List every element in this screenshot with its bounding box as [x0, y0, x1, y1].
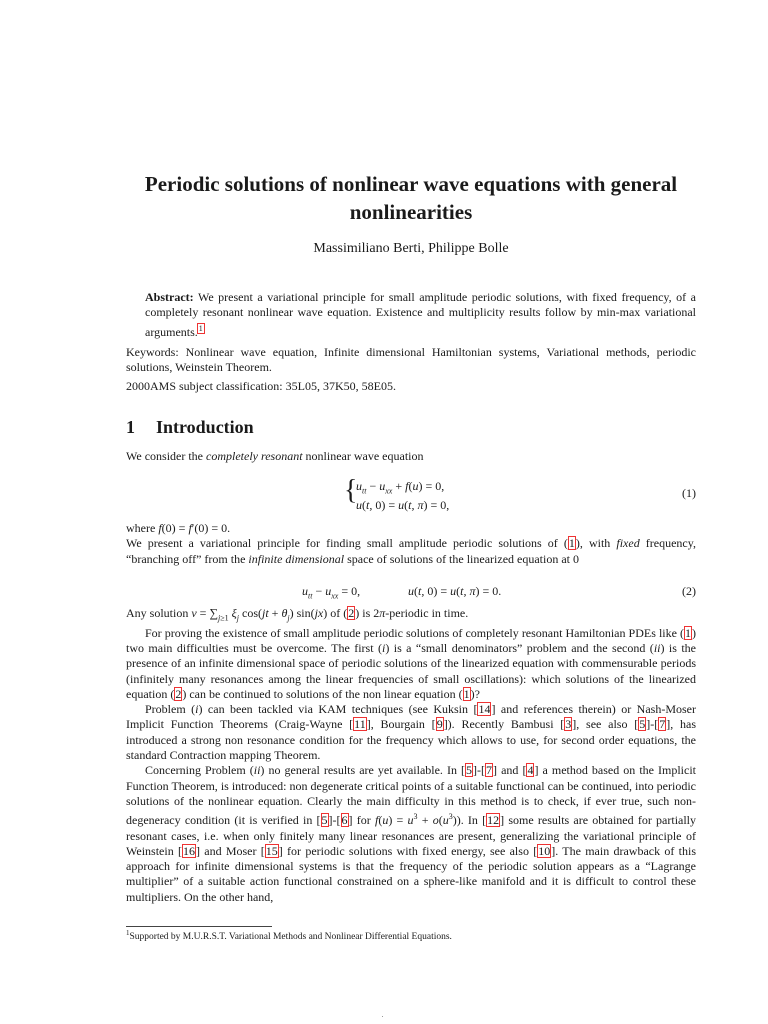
- intro-line: We consider the completely resonant nonlinear wave equation: [126, 449, 424, 463]
- equation-2: $u_{tt} - u_{xx} = 0$, u(t, 0) = u(t, π) = 0. (2): [302, 584, 696, 601]
- equation-1: { $u_{tt} - u_{xx} + f(u) = 0$, u(t, 0) = u(t, π) = 0, (1): [344, 475, 696, 513]
- abstract-label: Abstract:: [145, 290, 194, 304]
- equation-number-1: (1): [682, 486, 696, 500]
- section-number: 1: [126, 417, 135, 437]
- page-mark: [382, 1016, 383, 1017]
- paper-title: Periodic solutions of nonlinear wave equations with general nonlinearities: [144, 172, 678, 224]
- equation-number-2: (2): [682, 584, 696, 598]
- footnote-link[interactable]: 1: [198, 323, 203, 333]
- section-title: Introduction: [156, 417, 254, 437]
- footnote-text: Supported by M.U.R.S.T. Variational Methods and Nonlinear Differential Equations.: [129, 932, 452, 943]
- ams-text: 2000AMS subject classification: 35L05, 37K50, 58E05.: [126, 379, 396, 393]
- section-heading: [126, 417, 254, 438]
- footnote-number: 1: [126, 929, 130, 937]
- brace-icon: {: [344, 475, 358, 506]
- authors: Massimiliano Berti, Philippe Bolle: [313, 241, 509, 256]
- footnote-divider: [126, 926, 272, 927]
- abstract-text: We present a variational principle for small amplitude periodic solutions, with fixed frequency, of a completely resonant nonlinear wave equation. Existence and multiplicity results follow by min-max variational arguments.: [145, 290, 696, 339]
- ams-classification: [126, 379, 696, 394]
- keywords: [126, 345, 696, 376]
- paragraph-1: where f(0) = f′(0) = 0. We present a variational principle for finding small amplitude periodic solutions of (1), with fixed frequency, “branching off” from the infinite dimensional space of solutions of the linearized equation at 0: [126, 521, 696, 566]
- footnote: [126, 929, 696, 942]
- abstract: [126, 290, 696, 340]
- keywords-text: Keywords: Nonlinear wave equation, Infinite dimensional Hamiltonian systems, Variational methods, periodic solutions, Weinstein Theorem.: [126, 345, 696, 375]
- paragraph-2: Any solution $v = \sum_{j\ge 1}$ $\xi_j$ $\cos(jt + \theta_j)$ sin(jx) of (2) is 2π-periodic in time. For proving the existence of small amplitude periodic solutions of completely resonant Hamiltonian PDEs like (1) two main difficulties must be overcome. The first (i) is a “small denominators” problem and the second (ii) is the presence of an infinite dimensional space of periodic solutions of the linearized equation with commensurable periods (infinitely many resonances among the linear frequencies of small oscillations): which solutions of the linearized equation (2) can be continued to solutions of the non linear equation (1)? Problem (i) can been tackled via KAM techniques (see Kuksin [14] and references therein) or Nash-Moser Implicit Function Theorems (Craig-Wayne [11], Bourgain [9]). Recently Bambusi [3], see also [5]-[7], has introduced a strong non resonance condition for the frequency which allows to use, for second order equations, the standard Contraction mapping Theorem. Concerning Problem (ii) no general results are yet available. In [5]-[7] and [4] a method based on the Implicit Function Theorem, is introduced: non degenerate critical points of a suitable functional can be continued, into periodic solutions of the nonlinear equation. Clearly the main difficulty in this method is to check, if ever true, such non-degeneracy condition (it is verified in [5]-[6] for $f(u) = u^3 + o(u^3)$). In [12] some results are obtained for partially resonant cases, i.e. when only finitely many linear resonances are present, generalizing the variational principle of Weinstein [16] and Moser [15] for periodic solutions with fixed energy, see also [10]. The main drawback of this approach for infinite dimensional systems is that the frequency of the periodic solution appears as a “Lagrange multiplier” of a suitable action functional constrained on a sphere-like manifold and it is difficult to control these multipliers. On the other hand,: [126, 606, 697, 904]
